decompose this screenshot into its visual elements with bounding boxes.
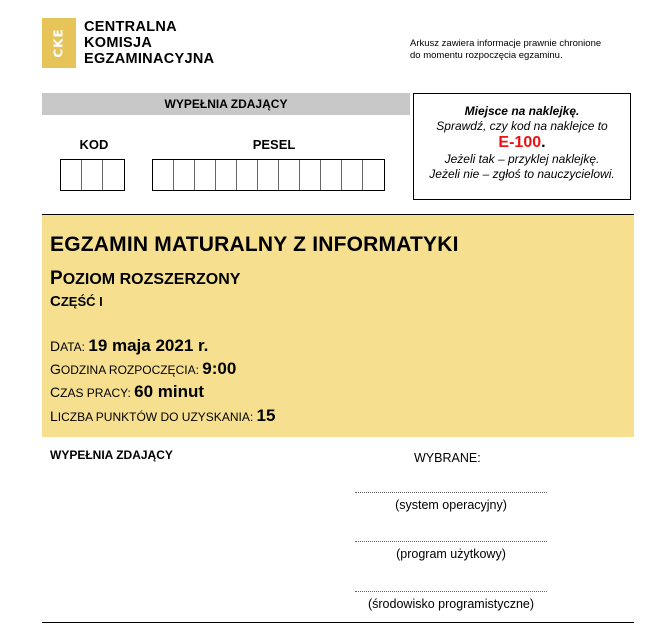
app-input-line[interactable] [355, 541, 547, 542]
bottom-divider [42, 622, 634, 623]
cke-logo-mark [42, 18, 76, 68]
exam-start-row: GODZINA ROZPOCZĘCIA: 9:00 [50, 359, 237, 378]
pesel-box[interactable] [195, 160, 216, 190]
exam-date-row: DATA: 19 maja 2021 r. [50, 336, 209, 355]
sticker-no-text: Jeżeli nie – zgłoś to nauczycielowi. [429, 167, 615, 181]
pesel-box[interactable] [153, 160, 174, 190]
pesel-input-boxes[interactable] [152, 159, 385, 191]
sticker-code: E-100. [498, 134, 546, 151]
sticker-area [413, 93, 631, 200]
exam-duration-row: CZAS PRACY: 60 minut [50, 382, 205, 401]
sticker-code-value: E-100 [498, 134, 542, 151]
pesel-box[interactable] [279, 160, 300, 190]
exam-duration-value: 60 minut [134, 382, 205, 401]
exam-date-value: 19 maja 2021 r. [88, 336, 209, 355]
logo-mark-text: CKE [52, 28, 66, 58]
pesel-box[interactable] [258, 160, 279, 190]
exam-points-value: 15 [256, 406, 276, 425]
ide-input-line[interactable] [355, 591, 547, 592]
pesel-box[interactable] [174, 160, 195, 190]
notice-line-1: Arkusz zawiera informacje prawnie chronione [410, 38, 602, 49]
notice-line-2: do momentu rozpoczęcia egzaminu. [410, 50, 563, 61]
ide-caption: (środowisko programistyczne) [367, 597, 535, 611]
exam-level: POZIOM ROZSZERZONY [50, 268, 241, 289]
fill-by-candidate-label: WYPEŁNIA ZDAJĄCY [50, 448, 173, 462]
sticker-yes-text: Jeżeli tak – przyklej naklejkę. [444, 152, 600, 166]
chosen-label: WYBRANE: [414, 451, 481, 465]
pesel-box[interactable] [342, 160, 363, 190]
exam-part: CZĘŚĆ I [50, 293, 103, 310]
fill-by-candidate-header: WYPEŁNIA ZDAJĄCY [42, 93, 410, 115]
pesel-box[interactable] [237, 160, 258, 190]
pesel-box[interactable] [300, 160, 321, 190]
logo-line-1: CENTRALNA [84, 19, 177, 35]
app-caption: (program użytkowy) [396, 547, 506, 561]
kod-box[interactable] [61, 160, 82, 190]
exam-start-value: 9:00 [202, 359, 237, 378]
kod-label: KOD [79, 137, 109, 152]
exam-title: EGZAMIN MATURALNY Z INFORMATYKI [50, 233, 459, 256]
kod-box[interactable] [82, 160, 103, 190]
kod-input-boxes[interactable] [60, 159, 125, 191]
sticker-title: Miejsce na naklejkę. [464, 104, 580, 118]
cke-logo-text [84, 19, 214, 67]
protected-notice [410, 38, 640, 62]
os-caption: (system operacyjny) [395, 498, 507, 512]
pesel-box[interactable] [363, 160, 384, 190]
logo-line-2: KOMISJA [84, 35, 153, 51]
exam-points-row: LICZBA PUNKTÓW DO UZYSKANIA: 15 [50, 406, 276, 425]
pesel-box[interactable] [216, 160, 237, 190]
sticker-check-text: Sprawdź, czy kod na naklejce to [436, 119, 608, 133]
kod-box[interactable] [103, 160, 124, 190]
pesel-label: PESEL [252, 137, 296, 152]
logo-line-3: EGZAMINACYJNA [84, 51, 215, 67]
os-input-line[interactable] [355, 492, 547, 493]
pesel-box[interactable] [321, 160, 342, 190]
